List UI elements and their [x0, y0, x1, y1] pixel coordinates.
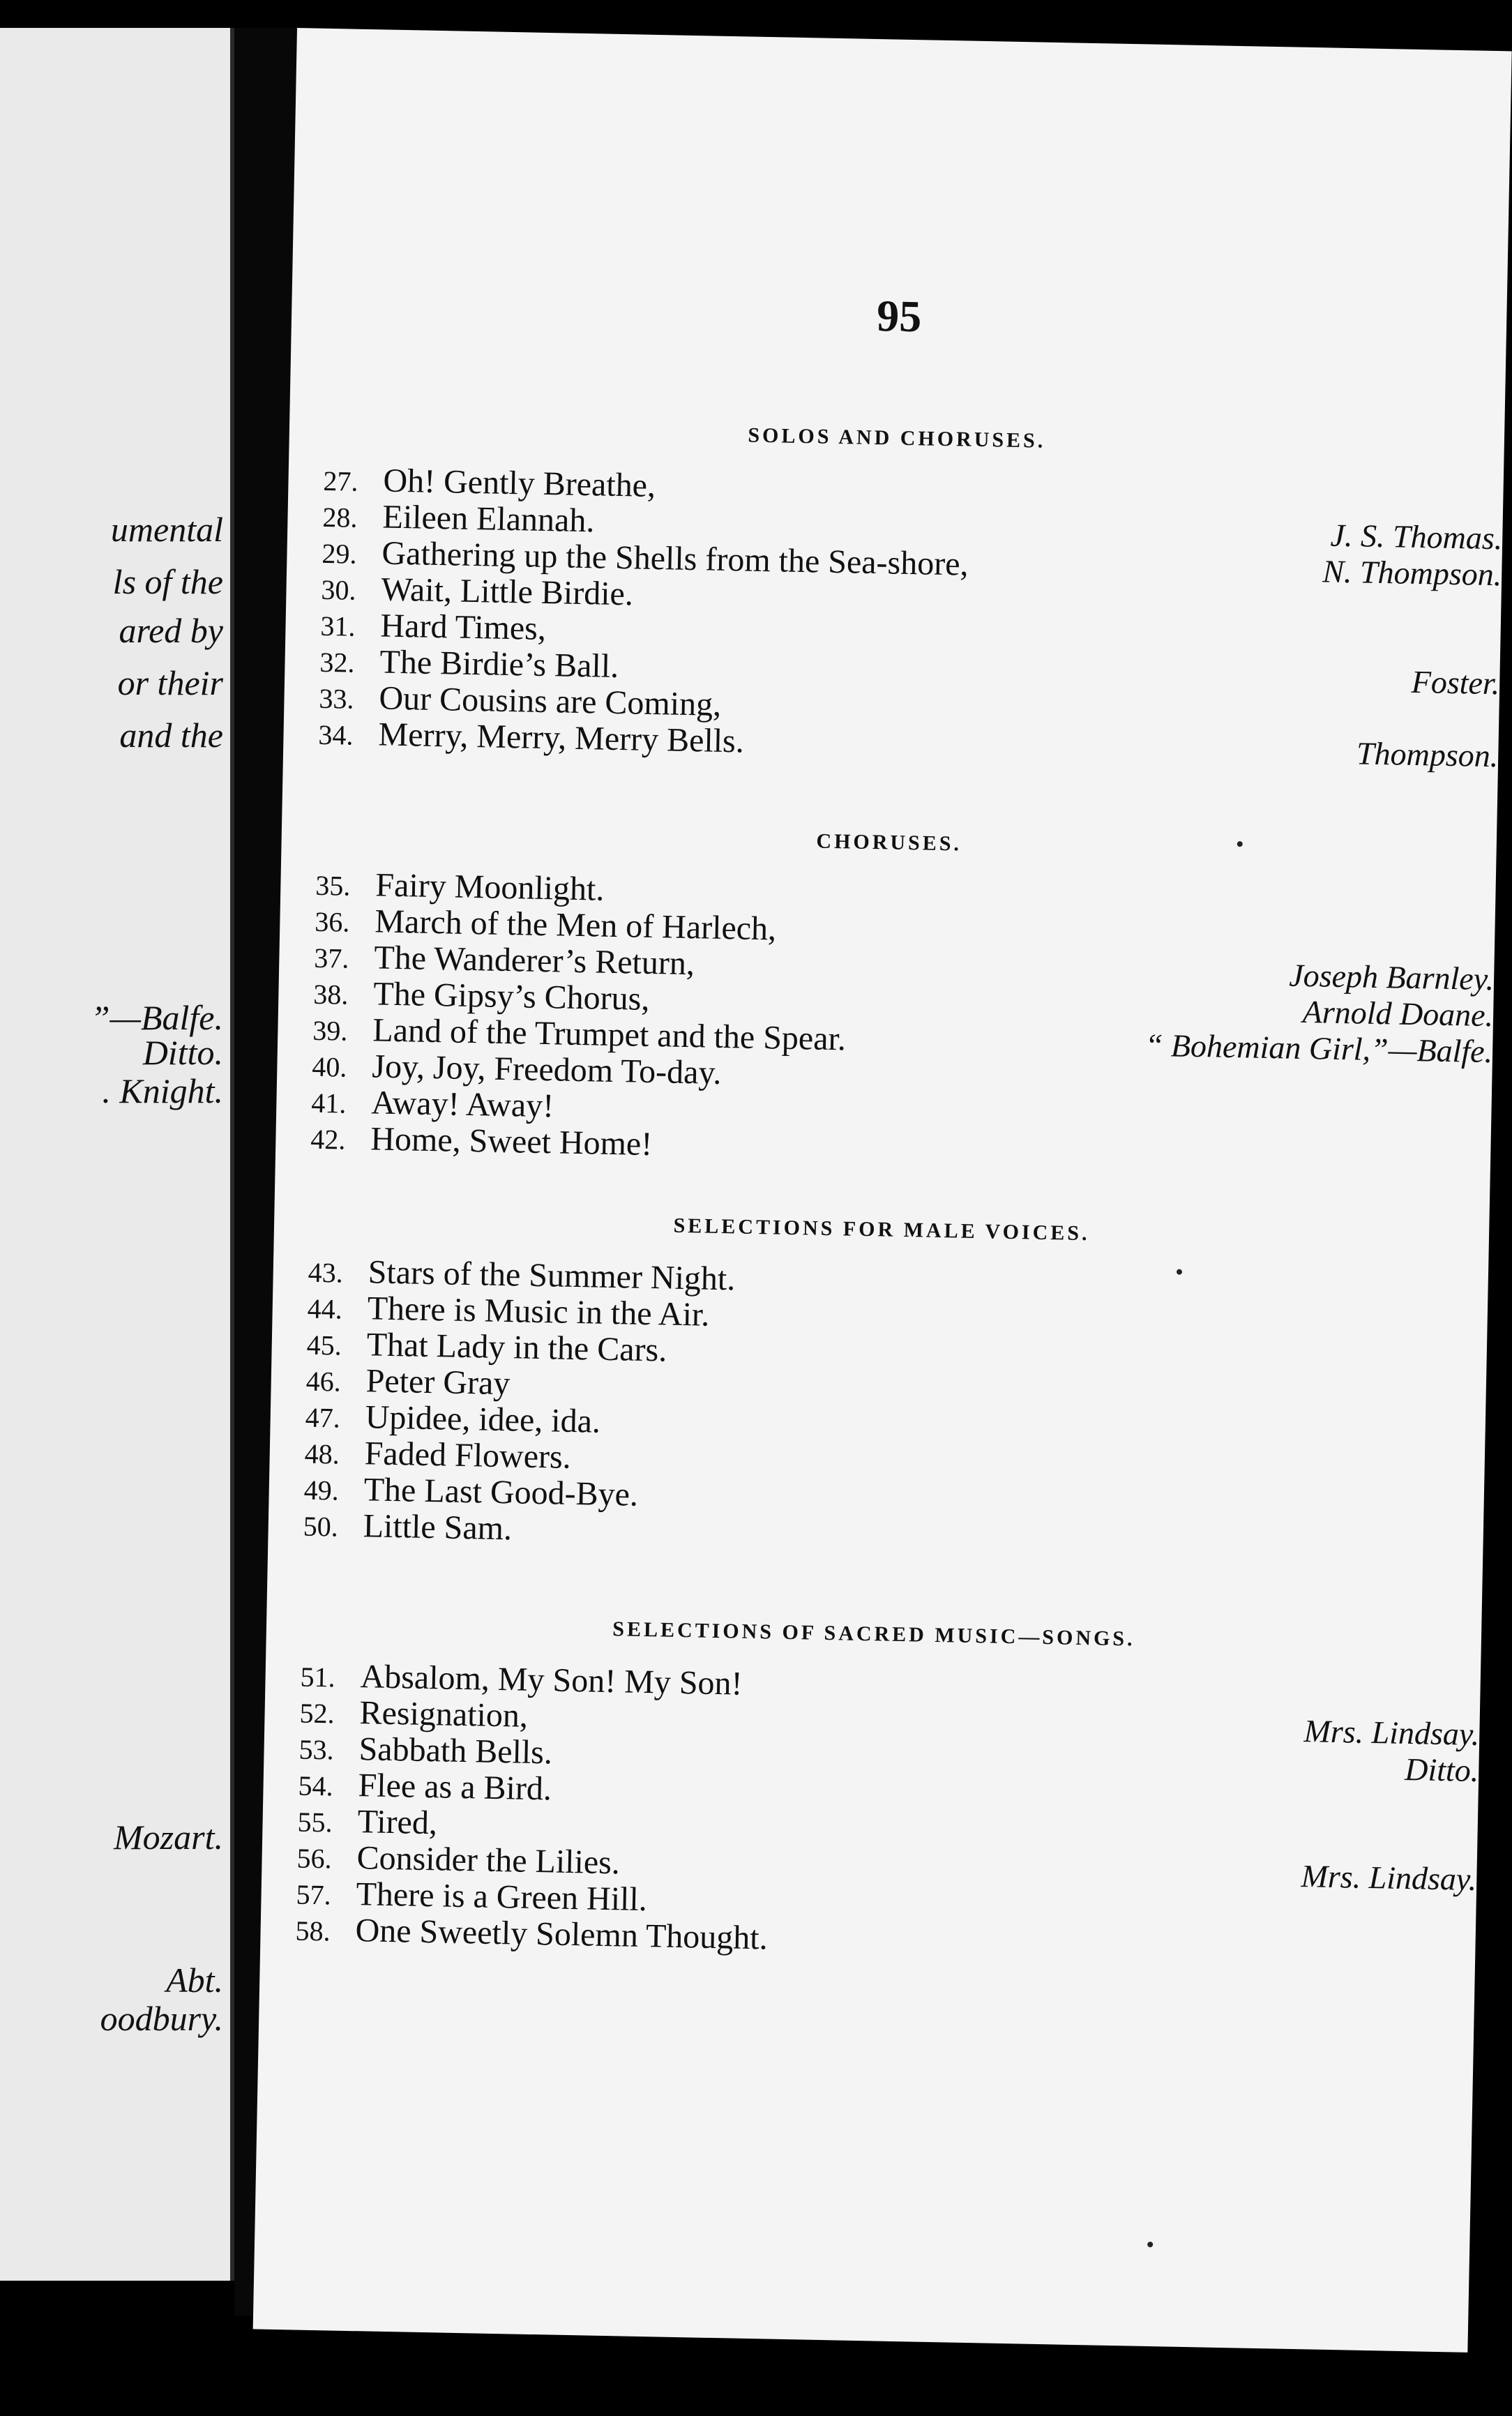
composer-name: Ditto.: [1404, 1751, 1479, 1788]
song-title: Sabbath Bells.: [358, 1730, 553, 1772]
song-title: One Sweetly Solemn Thought.: [355, 1912, 769, 1957]
item-number: 51.: [300, 1661, 336, 1693]
item-number: 29.: [322, 537, 357, 570]
item-number: 37.: [313, 942, 349, 974]
prev-page-fragment: ls of the: [112, 562, 223, 601]
item-number: 36.: [314, 905, 350, 938]
song-title: Stars of the Summer Night.: [368, 1253, 736, 1298]
prev-page-fragment: oodbury.: [100, 1999, 223, 2038]
song-title: Faded Flowers.: [364, 1435, 572, 1476]
item-number: 44.: [307, 1292, 343, 1325]
song-title: There is a Green Hill.: [356, 1875, 648, 1919]
song-title: The Wanderer’s Return,: [373, 939, 695, 983]
song-title: Joy, Joy, Freedom To-day.: [371, 1048, 722, 1092]
prev-page-fragment: ared by: [119, 611, 223, 650]
song-title: Upidee, idee, ida.: [365, 1398, 601, 1440]
prev-page-fragment: or their: [117, 663, 223, 702]
song-title: Gathering up the Shells from the Sea-shore,: [381, 534, 969, 583]
composer-name: J. S. Thomas.: [1330, 517, 1503, 557]
item-number: 53.: [298, 1733, 335, 1766]
section-male-voices: [268, 1207, 1489, 1564]
song-list: [283, 460, 1504, 773]
section-solos-and-choruses: [283, 415, 1504, 773]
item-number: 30.: [321, 573, 356, 606]
item-number: 27.: [323, 465, 358, 497]
composer-name: Foster.: [1411, 663, 1500, 702]
prev-page-fragment: Mozart.: [114, 1818, 223, 1857]
composer-name: Thompson.: [1356, 735, 1499, 774]
ink-speck: [1177, 1269, 1182, 1275]
item-number: 54.: [298, 1769, 334, 1802]
composer-name: Arnold Doane.: [1302, 993, 1494, 1034]
prev-page-fragment: umental: [110, 510, 223, 549]
song-title: Wait, Little Birdie.: [381, 571, 634, 613]
item-number: 34.: [318, 718, 354, 751]
song-title: Oh! Gently Breathe,: [383, 462, 656, 504]
composer-name: Mrs. Lindsay.: [1301, 1858, 1477, 1897]
song-title: Tired,: [357, 1803, 438, 1842]
item-number: 40.: [311, 1050, 347, 1083]
item-number: 52.: [299, 1697, 335, 1730]
song-title: Little Sam.: [363, 1507, 513, 1548]
item-number: 38.: [312, 978, 349, 1011]
song-title: March of the Men of Harlech,: [374, 903, 777, 948]
song-title: Land of the Trumpet and the Spear.: [372, 1011, 847, 1058]
item-number: 47.: [305, 1401, 341, 1434]
composer-name: N. Thompson.: [1322, 553, 1502, 593]
song-title: Merry, Merry, Merry Bells.: [378, 716, 745, 760]
item-number: 57.: [296, 1878, 332, 1911]
item-number: 46.: [305, 1365, 342, 1398]
section-sacred-music-songs: [260, 1611, 1481, 1969]
previous-page-edge: [0, 28, 234, 2281]
item-number: 41.: [310, 1087, 347, 1119]
song-list: [260, 1656, 1481, 1969]
song-list: [268, 1251, 1488, 1564]
section-heading: SELECTIONS FOR MALE VOICES.: [673, 1214, 1090, 1246]
section-choruses: [275, 820, 1497, 1177]
song-list: [275, 864, 1496, 1177]
prev-page-fragment: Abt.: [166, 1961, 223, 2000]
song-title: There is Music in the Air.: [367, 1290, 710, 1334]
composer-name: Mrs. Lindsay.: [1303, 1713, 1480, 1752]
composer-name: Joseph Barnley.: [1288, 957, 1495, 997]
song-title: Eileen Elannah.: [382, 498, 595, 540]
item-number: 43.: [308, 1256, 344, 1289]
item-number: 35.: [315, 869, 351, 902]
song-title: Flee as a Bird.: [358, 1767, 552, 1808]
item-number: 58.: [295, 1915, 331, 1947]
item-number: 28.: [322, 501, 358, 534]
song-title: The Gipsy’s Chorus,: [372, 975, 650, 1018]
item-number: 39.: [312, 1014, 348, 1047]
ink-speck: [1147, 2242, 1153, 2247]
prev-page-fragment: and the: [119, 716, 223, 755]
section-heading: CHORUSES.: [816, 829, 962, 856]
song-title: That Lady in the Cars.: [366, 1326, 667, 1369]
prev-page-fragment: . Knight.: [102, 1071, 223, 1110]
item-number: 50.: [303, 1510, 339, 1543]
item-number: 49.: [303, 1474, 340, 1507]
prev-page-fragment: Ditto.: [142, 1033, 223, 1072]
item-number: 33.: [319, 682, 354, 715]
song-title: Home, Sweet Home!: [370, 1120, 653, 1163]
song-title: Away! Away!: [370, 1084, 554, 1125]
item-number: 55.: [297, 1806, 333, 1839]
song-title: Resignation,: [359, 1694, 529, 1735]
song-title: Hard Times,: [380, 607, 547, 648]
prev-page-fragment: ”—Balfe.: [90, 998, 223, 1037]
page-number: 95: [876, 291, 922, 342]
item-number: 32.: [319, 646, 355, 679]
song-title: The Last Good-Bye.: [363, 1471, 639, 1513]
song-title: Absalom, My Son! My Son!: [360, 1658, 743, 1702]
song-title: Our Cousins are Coming,: [379, 679, 722, 723]
song-title: The Birdie’s Ball.: [379, 643, 619, 686]
song-title: Fairy Moonlight.: [375, 866, 605, 908]
composer-name: “ Bohemian Girl,”—Balfe.: [1144, 1027, 1493, 1070]
section-heading: SOLOS AND CHORUSES.: [748, 423, 1046, 453]
song-title: Peter Gray: [365, 1362, 511, 1403]
book-page: [253, 28, 1512, 2353]
item-number: 45.: [306, 1329, 342, 1361]
item-number: 48.: [304, 1437, 340, 1470]
item-number: 42.: [310, 1123, 346, 1156]
item-number: 56.: [296, 1842, 333, 1875]
song-title: Consider the Lilies.: [356, 1839, 621, 1882]
item-number: 31.: [320, 610, 356, 642]
section-heading: SELECTIONS OF SACRED MUSIC—SONGS.: [612, 1617, 1135, 1651]
